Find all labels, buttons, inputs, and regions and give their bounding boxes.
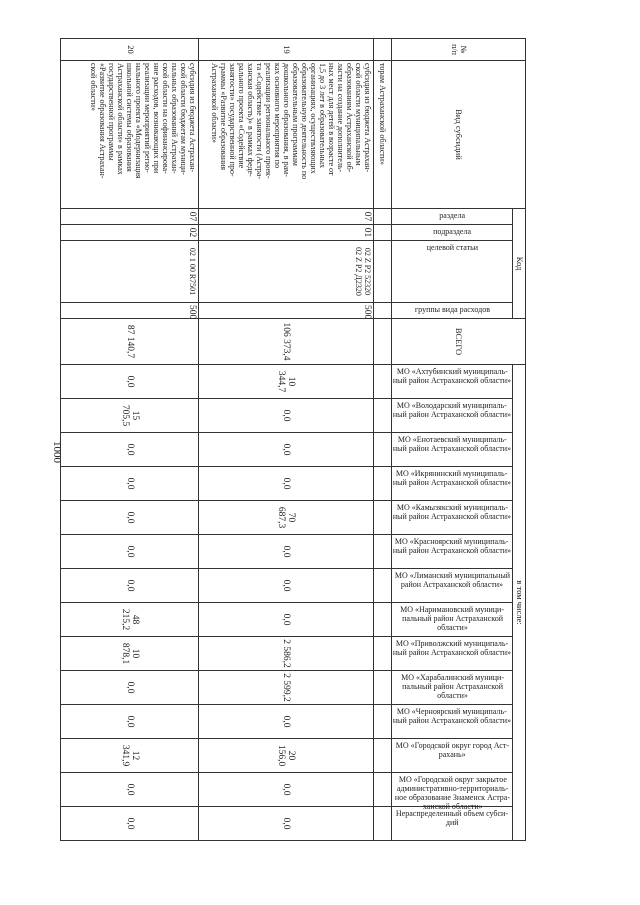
row-value: 0,0 [199,535,374,569]
header-total: ВСЕГО [392,319,526,365]
row-value: 0,0 [61,467,199,501]
row-value: 0,0 [199,807,374,841]
row-podrazdel: 01 [199,225,374,241]
header-mun-0: МО «Ахтубинский муниципаль- ный район Астраханской области» [392,365,513,399]
table-row [199,39,374,841]
row-value: 0,0 [61,433,199,467]
continuation-text: торам Астраханской области» [374,61,392,209]
header-mun-13: Нераспределенный объем субси- дий [392,807,513,841]
row-value: 0,0 [199,603,374,637]
row-text: субсидия из бюджета Астрахан- ской области бюджетам муници- пальных образований Астрахан- ской области на софинансирова- ние расходов, возникающих при реализации мероприятий регио- нального проекта «Модернизация школьной системы образования Астраханской области» в рамках государственной программы «Развитие образования Астрахан- ской области» [61,61,199,209]
row-value: 0,0 [61,501,199,535]
header-mun-4: МО «Камызякский муниципаль- ный район Астраханской области» [392,501,513,535]
header-mun-1: МО «Володарский муниципаль- ный район Астраханской области» [392,399,513,433]
table-row [61,39,199,841]
row-podrazdel: 02 [61,225,199,241]
row-value: 0,0 [199,433,374,467]
row-value: 15 705,5 [61,399,199,433]
row-value: 0,0 [61,671,199,705]
header-mun-9: МО «Харабалинский муници- пальный район Астраханской области» [392,671,513,705]
header-mun-3: МО «Икрянинский муниципаль- ный район Астраханской области» [392,467,513,501]
row-value: 0,0 [61,365,199,399]
row-total: 87 140,7 [61,319,199,365]
header-mun-6: МО «Лиманский муниципальный район Астраханской области» [392,569,513,603]
row-value: 70 687,3 [199,501,374,535]
row-value: 12 341,9 [61,739,199,773]
header-mun-10: МО «Черноярский муниципаль- ный район Астраханской области» [392,705,513,739]
row-group: 500 [199,303,374,319]
row-text: субсидия из бюджета Астрахан- ской области муниципальным образованиям Астраханской об- ласти на создание дополнитель- ных мест для детей в возрасте от 1,5 до 3 лет в образовательных организациях, осуществляющих образовательную деятельность по образовательным программам дошкольного образования, в рам- ках основного мероприятия по реализации регионального проек- та «Содействие занятости (Астра- ханская область)» в рамках феде- рального проекта «Содействие занятости» государственной про- граммы «Развитие образования Астраханской области» [199,61,374,209]
row-target: 02 Z P2 52320 02 Z P2 Д2320 [199,241,374,303]
row-razdel: 07 [61,209,199,225]
row-razdel: 07 [199,209,374,225]
header-razdel: раздела [392,209,513,225]
page-number: 1000 [51,441,63,463]
row-value: 0,0 [199,773,374,807]
row-value: 0,0 [61,807,199,841]
row-value: 2 599,2 [199,671,374,705]
header-mun-5: МО «Красноярский муниципаль- ный район Астраханской области» [392,535,513,569]
row-value: 10 878,1 [61,637,199,671]
header-including: в том числе: [513,365,526,841]
header-code: Код [513,209,526,319]
header-mun-2: МО «Енотаевский муниципаль- ный район Астраханской области» [392,433,513,467]
row-value: 0,0 [61,535,199,569]
row-value: 0,0 [199,399,374,433]
row-value: 0,0 [61,569,199,603]
header-group: группы вида расходов [392,303,513,319]
header-mun-8: МО «Приволжский муниципаль- ный район Астраханской области» [392,637,513,671]
subsidy-table [60,38,526,841]
header-target: целевой статьи [392,241,513,303]
header-podrazdel: подраздела [392,225,513,241]
table-row-continuation [374,39,392,841]
row-value: 0,0 [199,705,374,739]
row-value: 0,0 [199,569,374,603]
row-num: 20 [61,39,199,61]
row-total: 106 373,4 [199,319,374,365]
header-mun-12: МО «Городской округ закрытое административно-территориаль- ное образование Знаменск Астра- ханской области» [392,773,513,807]
row-value: 48 215,2 [61,603,199,637]
row-value: 20 156,0 [199,739,374,773]
row-target: 02 1 00 R7501 [61,241,199,303]
header-mun-7: МО «Наримановский муници- пальный район Астраханской области» [392,603,513,637]
header-type: Вид субсидий [392,61,526,209]
header-num: № п/п [392,39,526,61]
row-value: 0,0 [61,705,199,739]
row-group: 500 [61,303,199,319]
row-value: 0,0 [199,467,374,501]
row-value: 2 586,2 [199,637,374,671]
row-num: 19 [199,39,374,61]
row-value: 10 344,7 [199,365,374,399]
row-value: 0,0 [61,773,199,807]
header-mun-11: МО «Городской округ город Аст- рахань» [392,739,513,773]
